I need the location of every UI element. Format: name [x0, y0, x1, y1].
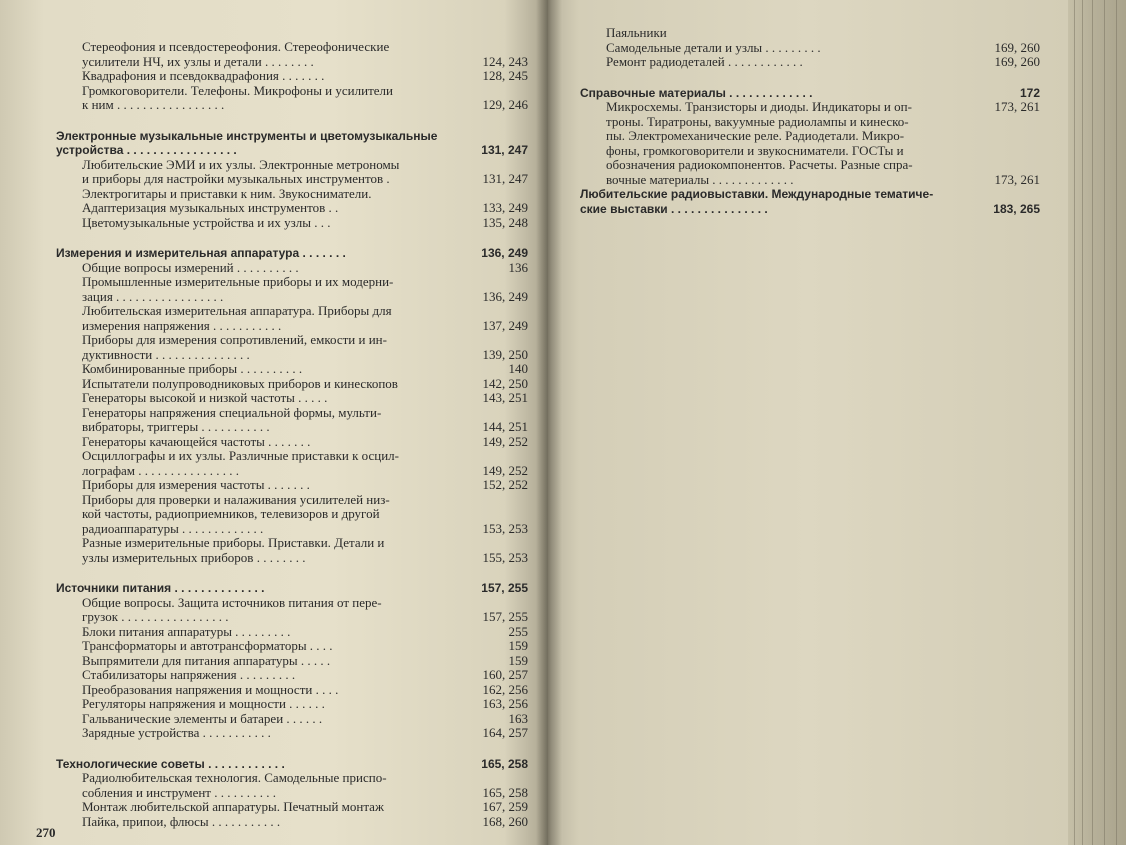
- toc-entry-pages: 157, 255: [482, 609, 528, 624]
- toc-entry-text: Квадрафония и псевдоквадрафония . . . . . . .: [82, 68, 325, 83]
- toc-section-heading: [56, 581, 528, 596]
- toc-entry-text: Микросхемы. Транзисторы и диоды. Индикаторы и оп-: [606, 99, 912, 114]
- toc-entry: [580, 55, 1040, 70]
- toc-entry-pages: 139, 250: [482, 346, 528, 362]
- toc-entry-text: узлы измерительных приборов . . . . . . . .: [82, 549, 306, 565]
- page-number: 270: [36, 825, 56, 840]
- toc-entry: [56, 187, 528, 202]
- toc-entry-pages: 140: [508, 361, 528, 376]
- toc-entry-text: Генераторы напряжения специальной формы, мульти-: [82, 404, 382, 420]
- toc-entry-text: Осциллографы и их узлы. Различные приставки к осцил-: [82, 448, 400, 463]
- toc-entry: [56, 551, 528, 566]
- toc-entry-text: троны. Тиратроны, вакуумные радиолампы и кинеско-: [606, 113, 909, 129]
- toc-entry: [56, 84, 528, 99]
- toc-entry-pages: 163, 256: [482, 696, 528, 711]
- toc-entry: [56, 712, 528, 727]
- toc-entry-pages: 144, 251: [482, 419, 528, 434]
- toc-entry: [56, 464, 528, 479]
- toc-entry-pages: 255: [508, 623, 528, 639]
- toc-entry-pages: 152, 252: [482, 477, 528, 492]
- section-gap: [580, 70, 1040, 86]
- toc-entry: [56, 98, 528, 113]
- toc-entry-pages: 128, 245: [482, 68, 528, 83]
- toc-entry-text: Генераторы качающейся частоты . . . . . . .: [82, 433, 311, 449]
- toc-entry-text: Общие вопросы измерений . . . . . . . . . .: [82, 259, 299, 275]
- toc-entry: [56, 40, 528, 55]
- toc-entry: [56, 420, 528, 435]
- toc-entry-text: Трансформаторы и автотрансформаторы . . . .: [82, 638, 333, 653]
- toc-entry: [56, 201, 528, 216]
- toc-entry: [56, 449, 528, 464]
- toc-entry: [56, 815, 528, 830]
- toc-entry-text: лографам . . . . . . . . . . . . . . . .: [82, 462, 240, 478]
- toc-entry: [56, 771, 528, 786]
- toc-entry: [580, 144, 1040, 159]
- toc-entry: [56, 55, 528, 70]
- toc-entry-pages: 163: [508, 710, 528, 726]
- toc-section-heading: [580, 202, 1040, 217]
- toc-entry-text: грузок . . . . . . . . . . . . . . . . .: [82, 609, 229, 624]
- toc-entry-pages: 157, 255: [481, 581, 528, 595]
- toc-entry: [56, 319, 528, 334]
- toc-entry-text: Измерения и измерительная аппаратура . . . . . . .: [56, 246, 346, 260]
- toc-entry-text: Паяльники: [606, 25, 667, 40]
- toc-entry-text: Электрогитары и приставки к ним. Звукосниматели.: [82, 185, 372, 201]
- toc-entry-text: Ремонт радиодеталей . . . . . . . . . . . .: [606, 54, 803, 69]
- toc-entry-text: Технологические советы . . . . . . . . . . . .: [56, 756, 285, 771]
- toc-entry: [56, 290, 528, 305]
- toc-entry: [56, 435, 528, 450]
- toc-entry-text: измерения напряжения . . . . . . . . . . .: [82, 317, 282, 333]
- toc-entry-pages: 165, 258: [482, 784, 528, 800]
- toc-entry: [56, 668, 528, 683]
- right-page-contents: [580, 26, 1040, 216]
- toc-entry-text: Монтаж любительской аппаратуры. Печатный монтаж: [82, 799, 384, 814]
- toc-entry-text: зация . . . . . . . . . . . . . . . . .: [82, 288, 224, 304]
- toc-entry-text: Испытатели полупроводниковых приборов и кинескопов: [82, 375, 398, 391]
- toc-entry: [56, 377, 528, 392]
- toc-entry-text: Любительские радиовыставки. Международные тематиче-: [580, 187, 934, 201]
- toc-entry-text: Приборы для проверки и налаживания усилителей низ-: [82, 491, 390, 507]
- toc-entry: [56, 625, 528, 640]
- toc-entry-pages: 124, 243: [482, 53, 528, 69]
- toc-entry-text: Выпрямители для питания аппаратуры . . . . .: [82, 652, 331, 668]
- toc-section-heading: [56, 143, 528, 158]
- toc-entry: [56, 786, 528, 801]
- toc-entry: [56, 507, 528, 522]
- toc-entry-text: Источники питания . . . . . . . . . . . . . .: [56, 581, 265, 595]
- toc-entry-text: дуктивности . . . . . . . . . . . . . . .: [82, 346, 250, 362]
- toc-entry: [56, 261, 528, 276]
- toc-entry-text: Зарядные устройства . . . . . . . . . . .: [82, 725, 271, 740]
- toc-entry-text: Любительские ЭМИ и их узлы. Электронные метрономы: [82, 156, 400, 172]
- toc-entry-text: Громкоговорители. Телефоны. Микрофоны и усилители: [82, 82, 393, 98]
- section-gap: [56, 113, 528, 129]
- toc-entry: [580, 41, 1040, 56]
- toc-entry-text: Адаптеризация музыкальных инструментов . .: [82, 200, 339, 215]
- toc-entry: [56, 522, 528, 537]
- toc-entry-text: собления и инструмент . . . . . . . . . .: [82, 784, 276, 800]
- toc-entry: [56, 172, 528, 187]
- toc-entry-pages: 142, 250: [482, 375, 528, 391]
- toc-entry: [56, 69, 528, 84]
- toc-entry-pages: 131, 247: [481, 143, 528, 157]
- toc-entry-text: Гальванические элементы и батареи . . . . . .: [82, 710, 323, 726]
- toc-entry-pages: 168, 260: [482, 813, 528, 829]
- toc-entry-text: Радиолюбительская технология. Самодельные приспо-: [82, 770, 387, 785]
- toc-entry-pages: 160, 257: [482, 667, 528, 682]
- toc-entry: [56, 406, 528, 421]
- toc-entry-text: Преобразования напряжения и мощности . . . .: [82, 681, 339, 697]
- toc-entry-text: Электронные музыкальные инструменты и цветомузыкальные: [56, 128, 438, 143]
- toc-entry-pages: 165, 258: [481, 756, 528, 771]
- toc-entry: [56, 726, 528, 741]
- toc-entry: [56, 478, 528, 493]
- toc-entry: [56, 391, 528, 406]
- toc-entry: [580, 173, 1040, 188]
- toc-entry-text: Пайка, припои, флюсы . . . . . . . . . . .: [82, 813, 281, 829]
- toc-entry-text: Цветомузыкальные устройства и их узлы . . .: [82, 214, 331, 230]
- toc-section-heading: [56, 757, 528, 772]
- toc-section-heading: [56, 246, 528, 261]
- section-gap: [56, 230, 528, 246]
- book-gutter: [536, 0, 562, 845]
- toc-entry-text: вочные материалы . . . . . . . . . . . . .: [606, 171, 794, 187]
- toc-entry: [56, 639, 528, 654]
- toc-section-heading: [580, 187, 1040, 202]
- toc-entry: [56, 362, 528, 377]
- toc-entry: [580, 26, 1040, 41]
- toc-entry-text: ские выставки . . . . . . . . . . . . . . .: [580, 201, 768, 216]
- toc-entry-pages: 135, 248: [482, 214, 528, 230]
- toc-entry-pages: 136, 249: [481, 246, 528, 260]
- toc-entry-pages: 155, 253: [482, 549, 528, 565]
- toc-entry-pages: 173, 261: [994, 171, 1040, 187]
- toc-entry-pages: 136, 249: [482, 288, 528, 304]
- toc-entry-text: фоны, громкоговорители и звукосниматели. ГОСТы и: [606, 142, 904, 158]
- toc-entry: [56, 158, 528, 173]
- toc-entry-pages: 149, 252: [482, 462, 528, 478]
- toc-entry-pages: 153, 253: [482, 520, 528, 536]
- toc-entry-text: пы. Электромеханические реле. Радиодетали. Микро-: [606, 128, 905, 143]
- toc-entry-pages: 173, 261: [994, 99, 1040, 114]
- toc-entry-text: Приборы для измерения частоты . . . . . . .: [82, 477, 310, 492]
- toc-entry-pages: 137, 249: [482, 317, 528, 333]
- toc-entry-pages: 131, 247: [482, 171, 528, 186]
- toc-entry-text: Стабилизаторы напряжения . . . . . . . . .: [82, 667, 296, 682]
- toc-entry-text: радиоаппаратуры . . . . . . . . . . . . .: [82, 520, 264, 536]
- toc-entry-text: усилители НЧ, их узлы и детали . . . . . . . .: [82, 53, 314, 69]
- toc-entry: [56, 348, 528, 363]
- toc-entry: [580, 100, 1040, 115]
- toc-entry-text: Приборы для измерения сопротивлений, емкости и ин-: [82, 332, 387, 347]
- toc-section-heading: [580, 86, 1040, 101]
- toc-entry-pages: 162, 256: [482, 681, 528, 697]
- toc-entry-pages: 159: [508, 652, 528, 668]
- toc-entry-pages: 164, 257: [482, 725, 528, 740]
- toc-entry-pages: 167, 259: [482, 799, 528, 814]
- toc-entry: [56, 216, 528, 231]
- toc-entry-pages: 129, 246: [482, 97, 528, 112]
- toc-entry: [56, 333, 528, 348]
- toc-entry: [580, 158, 1040, 173]
- toc-entry: [56, 275, 528, 290]
- toc-entry-text: Стереофония и псевдостереофония. Стереофонические: [82, 39, 390, 54]
- toc-entry: [56, 596, 528, 611]
- toc-entry-text: Генераторы высокой и низкой частоты . . . . .: [82, 390, 328, 405]
- section-gap: [56, 741, 528, 757]
- toc-entry-pages: 183, 265: [993, 201, 1040, 216]
- toc-entry-text: Общие вопросы. Защита источников питания от пере-: [82, 594, 382, 610]
- toc-entry: [56, 683, 528, 698]
- toc-entry-text: обозначения радиокомпонентов. Расчеты. Разные спра-: [606, 157, 913, 172]
- toc-entry-pages: 136: [508, 259, 528, 275]
- toc-entry-text: к ним . . . . . . . . . . . . . . . . .: [82, 97, 225, 112]
- toc-entry: [56, 304, 528, 319]
- toc-entry-text: Разные измерительные приборы. Приставки. Детали и: [82, 535, 385, 550]
- toc-entry-text: устройства . . . . . . . . . . . . . . . . .: [56, 143, 237, 157]
- toc-entry-text: Блоки питания аппаратуры . . . . . . . . .: [82, 623, 291, 639]
- toc-entry-text: Регуляторы напряжения и мощности . . . . . .: [82, 696, 325, 711]
- toc-entry: [56, 610, 528, 625]
- toc-entry-pages: 169, 260: [994, 39, 1040, 55]
- toc-entry: [56, 800, 528, 815]
- toc-entry-pages: 133, 249: [482, 200, 528, 215]
- toc-section-heading: [56, 129, 528, 144]
- toc-entry-text: Справочные материалы . . . . . . . . . . . . .: [580, 85, 813, 100]
- toc-entry-pages: 172: [1019, 85, 1040, 100]
- toc-entry-pages: 143, 251: [482, 390, 528, 405]
- toc-entry: [580, 129, 1040, 144]
- toc-entry: [56, 654, 528, 669]
- toc-entry-pages: 149, 252: [482, 433, 528, 449]
- page-edges: [1068, 0, 1126, 845]
- toc-entry-text: Самодельные детали и узлы . . . . . . . . .: [606, 39, 821, 55]
- toc-entry-text: Комбинированные приборы . . . . . . . . . .: [82, 361, 303, 376]
- toc-entry: [56, 536, 528, 551]
- section-gap: [56, 565, 528, 581]
- toc-entry: [56, 493, 528, 508]
- toc-entry-text: Промышленные измерительные приборы и их модерни-: [82, 274, 394, 289]
- toc-entry-text: вибраторы, триггеры . . . . . . . . . . .: [82, 419, 270, 434]
- toc-entry-text: кой частоты, радиоприемников, телевизоров и другой: [82, 506, 380, 521]
- toc-entry-text: и приборы для настройки музыкальных инструментов .: [82, 171, 390, 186]
- toc-entry: [56, 697, 528, 712]
- toc-entry-pages: 169, 260: [994, 54, 1040, 69]
- left-page-contents: [56, 40, 528, 829]
- toc-entry-text: Любительская измерительная аппаратура. Приборы для: [82, 303, 392, 318]
- toc-entry: [580, 115, 1040, 130]
- toc-entry-pages: 159: [508, 638, 528, 653]
